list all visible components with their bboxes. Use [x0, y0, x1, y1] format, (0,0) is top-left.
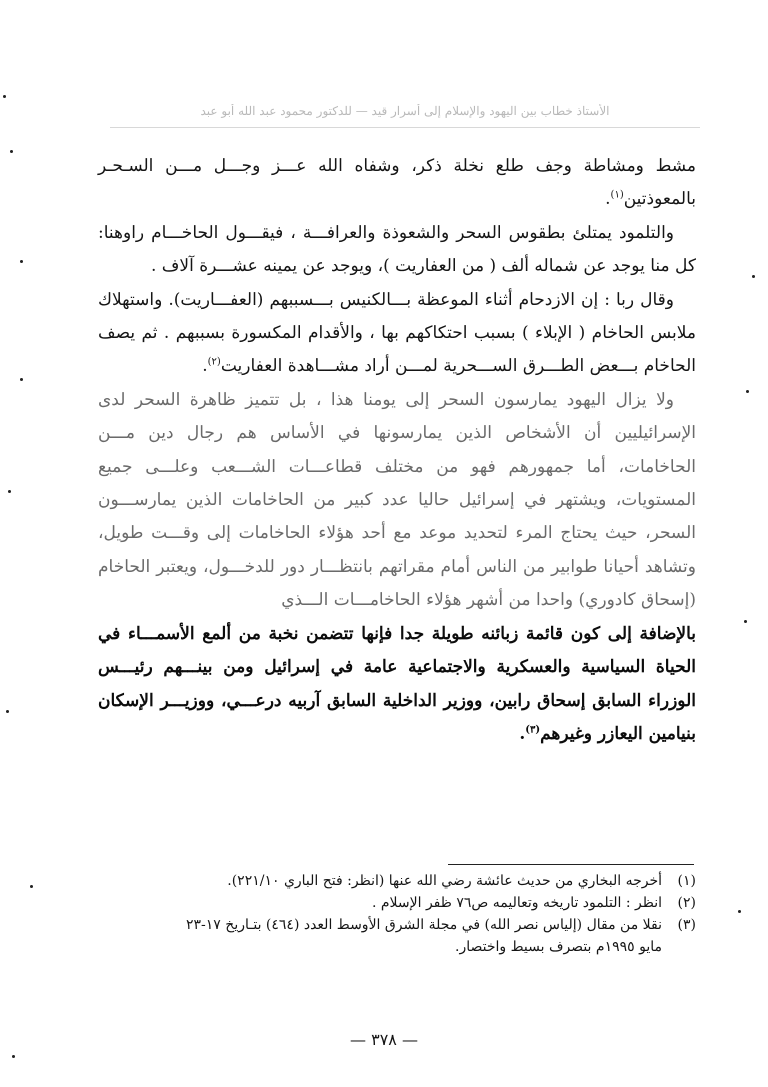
scan-speck — [30, 885, 33, 888]
running-header: الأستاذ خطاب بين اليهود والإسلام إلى أسرار قيد — للدكتور محمود عبد الله أبو عبد — [200, 104, 610, 118]
footnote-3-continuation: مايو ١٩٩٥م بتصرف بسيط واختصار. — [455, 939, 662, 955]
footnote-3 — [98, 914, 696, 936]
scan-speck — [3, 95, 6, 98]
footnote-text: انظر : التلمود تاريخه وتعاليمه ص٧٦ ظفر الإسلام . — [371, 895, 662, 911]
footnote-number: (١) — [677, 873, 696, 889]
scan-speck — [20, 260, 23, 263]
scan-speck — [752, 275, 755, 278]
scan-speck — [12, 1055, 15, 1058]
footnote-number: (٢) — [677, 895, 696, 911]
paragraph-1: مشط ومشاطة وجف طلع نخلة ذكر، وشفاه الله عـــز وجـــل مـــن السـحـر بالمعوذتين$^{(١)}$. — [98, 156, 696, 210]
page-number: — ٣٧٨ — — [350, 1030, 418, 1049]
paragraph-5: بالإضافة إلى كون قائمة زبائنه طويلة جدا فإنها تتضمن نخبة من ألمع الأسمـــاء في الحياة السياسية والعسكرية والاجتماعية عامة في إسرائيل ومن بينـــهم رئيـــس الوزراء السابق إسحاق رابين، ووزير الداخلية السابق آربيه درعـــي، ووزيـــر الإسكان بنيامين اليعازر وغيرهم$^{(٣)}$. — [98, 623, 696, 744]
paragraph-4: ولا يزال اليهود يمارسون السحر إلى يومنا هذا ، بل تتميز ظاهرة السحر لدى الإسرائيليين أن الأشخاص الذين يمارسونها في الأساس هم رجال دين مـــن الحاخامات، أما جمهورهم فهو من مختلف قطاعـــات الشـــعب وعلـــى جميع المستويات، ويشتهر في إسرائيل حاليا عدد كبير من الحاخامات الذين يمارســـون السحر، حيث يحتاج المرء لتحديد موعد مع أحد هؤلاء الحاخامات إلى وقـــت طويل، وتشاهد أحيانا طوابير من الناس أمام مقراتهم بانتظـــار دور للدخـــول، ويعتبر الحاخام (إسحاق كادوري) واحدا من أشهر هؤلاء الحاخامـــات الـــذي — [98, 389, 696, 611]
footnote-text: أخرجه البخاري من حديث عائشة رضي الله عنها (انظر: فتح الباري ٢٢١/١٠). — [227, 873, 662, 889]
scan-speck — [20, 378, 23, 381]
footnote-rule — [448, 864, 694, 865]
footnote-2 — [98, 892, 696, 914]
paragraph-3: وقال ربا : إن الازدحام أثناء الموعظة بـــالكنيس بـــسببهم (العفـــاريت). واستهلاك ملابس الحاخام ( الإبلاء ) بسبب احتكاكهم بها ، والأقدام المكسورة بسببهم . ثم يصف الحاخام بـــعض الطـــرق الســـحرية لمـــن أراد مشـــاهدة العفاريت$^{(٢)}$. — [98, 289, 696, 377]
scan-speck — [744, 620, 747, 623]
header-rule — [110, 127, 700, 128]
scan-speck — [8, 490, 11, 493]
footnote-ref-3: (٣) — [525, 724, 541, 736]
scan-speck — [10, 150, 13, 153]
scan-speck — [738, 910, 741, 913]
footnote-ref-1: (١) — [610, 189, 624, 201]
footnotes — [98, 870, 696, 958]
scan-speck — [746, 390, 749, 393]
footnote-number: (٣) — [677, 917, 696, 933]
footnote-ref-2: (٢) — [207, 356, 221, 368]
main-text — [98, 150, 696, 751]
paragraph-2: والتلمود يمتلئ بطقوس السحر والشعوذة والعرافـــة ، فيقـــول الحاخـــام راوهنا: كل منا يوجد عن شماله ألف ( من العفاريت )، ويوجد عن يمينه عشـــرة آلاف . — [98, 222, 696, 277]
footnote-1 — [98, 870, 696, 892]
footnote-text: نقلا من مقال (إلياس نصر الله) في مجلة الشرق الأوسط العدد (٤٦٤) بتـاريخ ١٧-٢٣ — [186, 917, 662, 933]
scan-speck — [6, 710, 9, 713]
